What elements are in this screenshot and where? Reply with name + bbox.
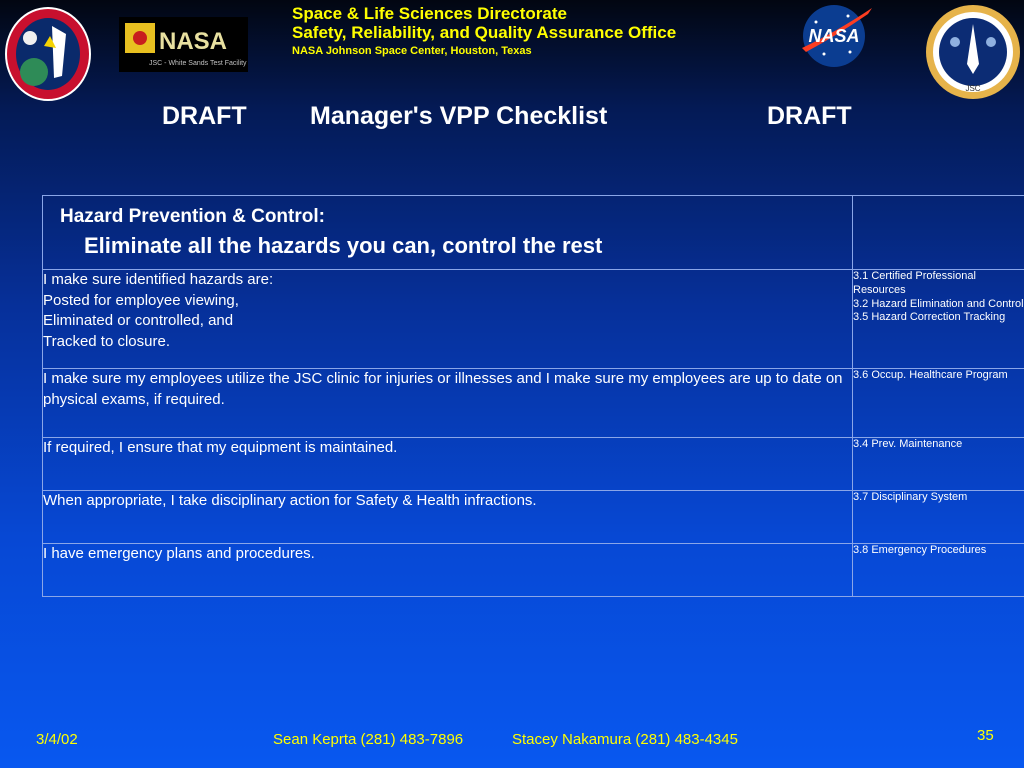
section-heading: Hazard Prevention & Control:: [60, 206, 325, 227]
table-row: [43, 369, 1024, 438]
table-row: [43, 438, 1024, 491]
checklist-item-line: Tracked to closure.: [43, 332, 170, 350]
jsc-seal-icon: [925, 4, 1021, 100]
meatball-text: NASA: [808, 26, 860, 46]
table-row: [43, 491, 1024, 544]
wsf-logo-text: NASA: [159, 28, 228, 55]
checklist-item-line: If required, I ensure that my equipment is maintained.: [43, 439, 398, 456]
reference-line: 3.6 Occup. Healthcare Program: [853, 369, 1008, 381]
checklist-item-line: I make sure my employees utilize the JSC clinic for injuries or illnesses and I make sure my employees are up to date on physical exams, if required.: [43, 370, 843, 408]
reference-cell: [853, 369, 1024, 438]
reference-line: 3.5 Hazard Correction Tracking: [853, 311, 1006, 324]
checklist-item-line: I have emergency plans and procedures.: [43, 545, 315, 562]
reference-cell: [853, 491, 1024, 544]
reference-line: 3.8 Emergency Procedures: [853, 544, 987, 556]
page-title: Manager's VPP Checklist: [310, 102, 608, 130]
checklist-item: [43, 544, 853, 597]
checklist-item-line: Eliminated or controlled, and: [43, 312, 234, 329]
slide-title: [0, 102, 1024, 132]
checklist-item: [43, 369, 853, 438]
reference-cell: [853, 270, 1024, 369]
header-directorate: Space & Life Sciences Directorate: [292, 4, 567, 23]
draft-label-right: DRAFT: [767, 102, 852, 130]
nasa-meatball-icon: [796, 2, 876, 70]
section-subheading: Eliminate all the hazards you can, control the rest: [84, 233, 603, 258]
reference-cell: [853, 544, 1024, 597]
checklist-item: [43, 491, 853, 544]
footer-contact-keprta: Sean Keprta (281) 483-7896: [273, 731, 464, 748]
checklist-item: [43, 270, 853, 369]
directorate-header: [292, 4, 676, 60]
table-row: [43, 270, 1024, 369]
header-location: NASA Johnson Space Center, Houston, Texas: [292, 45, 532, 57]
page-number: 35: [977, 727, 994, 744]
footer-date: 3/4/02: [36, 731, 78, 748]
table-header-cell: [43, 196, 853, 270]
jsc-seal-text: JSC: [965, 84, 981, 93]
sr-qa-patch-icon: [4, 6, 92, 102]
checklist-item-line: When appropriate, I take disciplinary action for Safety & Health infractions.: [43, 492, 537, 509]
checklist-item-line: I make sure identified hazards are:: [43, 271, 274, 288]
checklist-item: [43, 438, 853, 491]
nasa-wsf-logo: [119, 17, 248, 72]
checklist-table: [42, 195, 1024, 597]
footer-contact-nakamura: Stacey Nakamura (281) 483-4345: [512, 731, 738, 748]
wsf-logo-subtext: JSC - White Sands Test Facility: [149, 60, 247, 67]
header-office: Safety, Reliability, and Quality Assurance Office: [292, 23, 677, 42]
table-header-row: [43, 196, 1024, 270]
reference-line: 3.2 Hazard Elimination and Control: [853, 297, 1024, 310]
table-header-ref-cell: [853, 196, 1024, 270]
reference-line: 3.7 Disciplinary System: [853, 491, 968, 503]
table-row: [43, 544, 1024, 597]
reference-line: 3.4 Prev. Maintenance: [853, 438, 963, 450]
reference-cell: [853, 438, 1024, 491]
reference-line: 3.1 Certified Professional Resources: [853, 270, 976, 296]
draft-label-left: DRAFT: [162, 102, 247, 130]
checklist-item-line: Posted for employee viewing,: [43, 291, 239, 309]
